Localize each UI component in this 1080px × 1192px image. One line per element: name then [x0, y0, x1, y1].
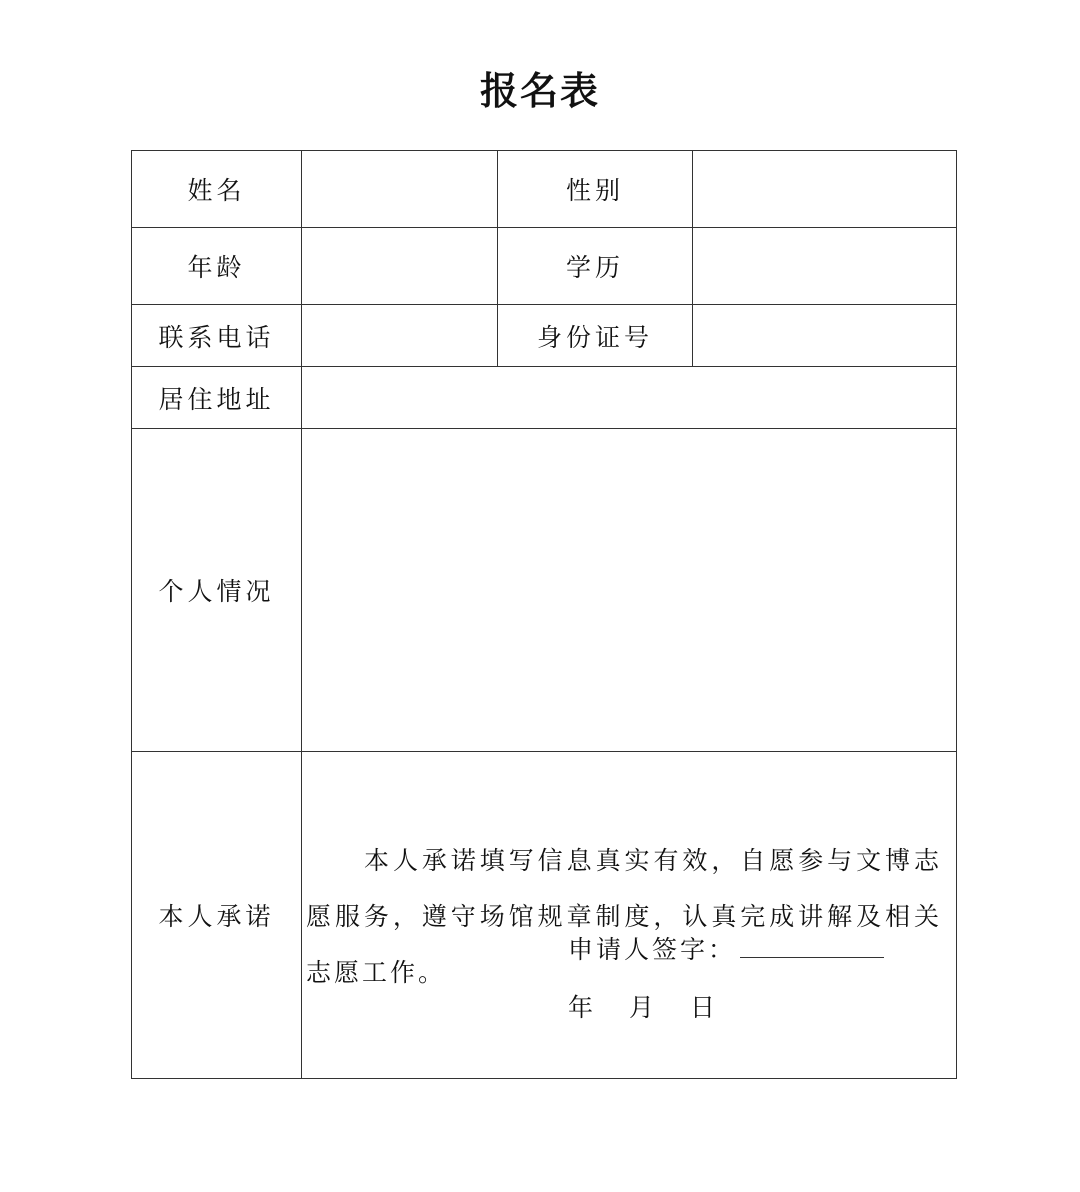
pledge-cell	[302, 752, 957, 1079]
registration-table	[131, 150, 957, 1079]
gender-label: 性别	[498, 151, 693, 228]
date-day-label: 日	[690, 993, 716, 1022]
education-label: 学历	[498, 228, 693, 305]
name-field[interactable]	[302, 151, 498, 228]
row-name-gender	[132, 151, 957, 228]
age-label: 年龄	[132, 228, 302, 305]
personal-info-field[interactable]	[302, 429, 957, 752]
date-month-label: 月	[629, 993, 655, 1022]
education-field[interactable]	[693, 228, 957, 305]
phone-field[interactable]	[302, 305, 498, 367]
form-title: 报名表	[479, 69, 600, 113]
row-phone-id	[132, 305, 957, 367]
row-address	[132, 367, 957, 429]
row-personal-info	[132, 429, 957, 752]
row-pledge	[132, 752, 957, 1079]
id-number-field[interactable]	[693, 305, 957, 367]
pledge-text: 本人承诺填写信息真实有效，自愿参与文博志愿服务，遵守场馆规章制度，认真完成讲解及相关志愿工作。	[306, 846, 942, 987]
signature-label: 申请人签字：	[568, 935, 737, 964]
name-label: 姓名	[132, 151, 302, 228]
date-year-label: 年	[568, 993, 594, 1022]
gender-field[interactable]	[693, 151, 957, 228]
address-field[interactable]	[302, 367, 957, 429]
age-field[interactable]	[302, 228, 498, 305]
id-number-label: 身份证号	[498, 305, 693, 367]
signature-row	[568, 930, 884, 966]
row-age-education	[132, 228, 957, 305]
phone-label: 联系电话	[132, 305, 302, 367]
signature-line[interactable]	[740, 935, 884, 958]
personal-info-label: 个人情况	[132, 429, 302, 752]
pledge-label: 本人承诺	[132, 752, 302, 1079]
date-row	[568, 988, 715, 1024]
address-label: 居住地址	[132, 367, 302, 429]
